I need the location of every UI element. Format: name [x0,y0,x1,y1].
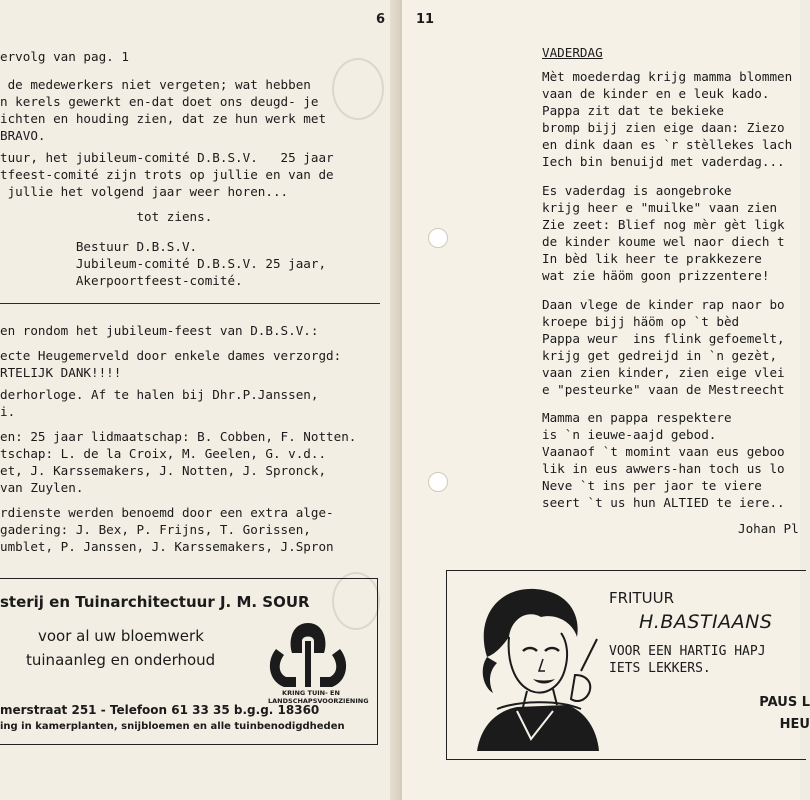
poem-author: Johan Pl [738,521,799,536]
left-page [0,0,398,800]
signature-line: Jubileum-comité D.B.S.V. 25 jaar, [0,256,327,271]
poem-line: Iech bin benuijd met vaderdag... [542,154,785,169]
poem-line: bromp bijj zien eige daan: Ziezo [542,120,785,135]
body-line: ecte Heugemerveld door enkele dames verzorgd: [0,348,342,363]
page-number: 11 [416,12,435,27]
body-line: van Zuylen. [0,480,84,495]
body-line: RTELIJK DANK!!!! [0,365,122,380]
poem-line: kroepe bijj häöm op `t bèd [542,314,740,329]
punch-hole [428,472,448,492]
body-line: de medewerkers niet vergeten; wat hebben [0,77,311,92]
body-line: et, J. Karssemakers, J. Notten, J. Spronck, [0,463,327,478]
body-line: n kerels gewerkt en-dat doet ons deugd- je [0,94,319,109]
ad-location-line: HEU [779,717,810,732]
poem-line: Daan vlege de kinder rap naor bo [542,297,785,312]
ad-line: tuinaanleg en onderhoud [26,651,216,669]
ad-slogan-line: VOOR EEN HARTIG HAPJ [609,644,766,659]
closing-line: tot ziens. [0,209,213,224]
body-line: en: 25 jaar lidmaatschap: B. Cobben, F. Notten. [0,429,357,444]
signature-line: Akerpoortfeest-comité. [0,273,243,288]
poem-line: Pappa zit dat te bekieke [542,103,724,118]
logo-caption: KRING TUIN- EN LANDSCHAPSVOORZIENING [268,689,369,705]
poem-line: de kinder koume wel naor diech t [542,234,785,249]
poem-line: krijg heer e "muilke" vaan zien [542,200,778,215]
poem-line: lik in eus awwers-han toch us lo [542,461,785,476]
body-line: ervolg van pag. 1 [0,49,129,64]
body-line: jullie het volgend jaar weer horen... [0,184,289,199]
woman-illustration-icon [457,579,607,751]
page-number: 6 [376,12,386,27]
advertisement-sour [0,578,378,745]
ad-heading: FRITUUR [609,589,675,607]
body-line: BRAVO. [0,128,46,143]
body-line: i. [0,404,16,419]
signature-line: Bestuur D.B.S.V. [0,239,198,254]
poem-line: e "pesteurke" vaan de Mestreecht [542,382,785,397]
right-page [402,0,810,800]
advertisement-frituur [446,570,810,760]
body-line: tfeest-comité zijn trots op jullie en van de [0,167,334,182]
poem-line: In bèd lik heer te prakkezere [542,251,762,266]
section-divider [0,303,380,304]
poem-line: krijg get gedreijd in `n gezèt, [542,348,778,363]
poem-line: vaan zien kinder, zien eige vlei [542,365,785,380]
poem-title: VADERDAG [542,45,603,60]
body-line: en rondom het jubileum-feest van D.B.S.V.: [0,323,319,338]
poem-line: seert `t us hun ALTIED te iere.. [542,495,785,510]
ad-tagline: ing in kamerplanten, snijbloemen en alle tuinbenodigdheden [0,721,345,732]
body-line: rdienste werden benoemd door een extra alge- [0,505,334,520]
ad-line: voor al uw bloemwerk [38,627,204,645]
punch-hole [428,228,448,248]
body-line: tschap: L. de la Croix, M. Geelen, G. v.d.. [0,446,327,461]
poem-line: Pappa weur ins flink gefoemelt, [542,331,785,346]
ad-title: sterij en Tuinarchitectuur J. M. SOUR [0,593,310,611]
body-line: derhorloge. Af te halen bij Dhr.P.Janssen, [0,387,319,402]
body-line: umblet, P. Janssen, J. Karssemakers, J.Spron [0,539,334,554]
poem-line: Mamma en pappa respektere [542,410,732,425]
poem-line: wat zie häöm goon prizzentere! [542,268,770,283]
body-line: tuur, het jubileum-comité D.B.S.V. 25 jaar [0,150,334,165]
poem-line: Es vaderdag is aongebroke [542,183,732,198]
poem-line: is `n ieuwe-aajd gebod. [542,427,717,442]
ad-brand: H.BASTIAANS [639,611,773,633]
poem-line: Vaanaof `t momint vaan eus geboo [542,444,785,459]
ad-location-line: PAUS L [759,695,810,710]
poem-line: Zie zeet: Blief nog mèr gèt ligk [542,217,785,232]
ad-slogan-line: IETS LEKKERS. [609,661,711,676]
poem-line: Mèt moederdag krijg mamma blommen [542,69,793,84]
body-line: gadering: J. Bex, P. Frijns, T. Gorissen, [0,522,311,537]
poem-line: en dink daan es `r stèllekes lach [542,137,793,152]
bleed-through-emblem [332,58,384,120]
body-line: ichten en houding zien, dat ze hun werk met [0,111,327,126]
poem-line: Neve `t ins per jaor te viere [542,478,762,493]
kring-logo-icon [262,619,354,691]
ad-address: merstraat 251 - Telefoon 61 33 35 b.g.g. 18360 [0,703,320,717]
poem-line: vaan de kinder en e leuk kado. [542,86,770,101]
